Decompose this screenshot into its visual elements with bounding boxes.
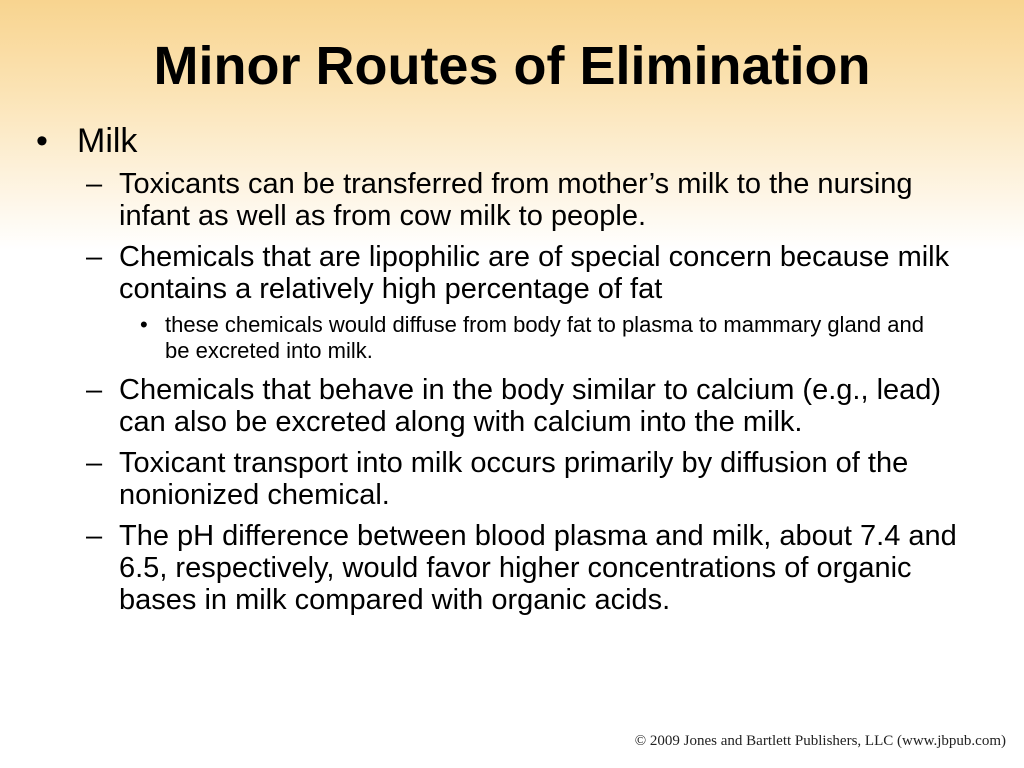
sub-bullet-ph [36,520,969,616]
sub-bullet-lipophilic [36,241,969,305]
sub-sub-bullet-diffuse [36,312,925,364]
sub-bullet-text: The pH difference between blood plasma and milk, about 7.4 and 6.5, respectively, would favor higher concentrations of organic bases in milk compared with organic acids. [119,520,957,616]
slide-content [36,121,986,625]
bullet-text: Milk [77,122,138,160]
dash-marker: – [86,447,103,479]
sub-bullet-text: Chemicals that are lipophilic are of special concern because milk contains a relatively high percentage of fat [119,241,950,305]
sub-bullet-text: Chemicals that behave in the body similar to calcium (e.g., lead) can also be excreted along with calcium into the milk. [119,374,942,438]
sub-bullet-transfer [36,168,969,232]
bullet-marker: • [36,122,48,160]
dash-marker: – [86,168,103,200]
dash-marker: – [86,374,103,406]
sub-sub-bullet-text: these chemicals would diffuse from body fat to plasma to mammary gland and be excreted into milk. [165,312,924,363]
sub-bullet-text: Toxicant transport into milk occurs primarily by diffusion of the nonionized chemical. [119,447,909,511]
bullet-milk [36,121,986,161]
sub-bullet-text: Toxicants can be transferred from mother’s milk to the nursing infant as well as from cow milk to people. [119,168,913,232]
sub-bullet-calcium [36,374,969,438]
sub-bullet-marker: • [140,312,148,337]
dash-marker: – [86,241,103,273]
slide-title: Minor Routes of Elimination [153,36,871,96]
copyright-notice: © 2009 Jones and Bartlett Publishers, LLC (www.jbpub.com) [634,733,1006,749]
dash-marker: – [86,520,103,552]
sub-bullet-diffusion [36,447,969,511]
